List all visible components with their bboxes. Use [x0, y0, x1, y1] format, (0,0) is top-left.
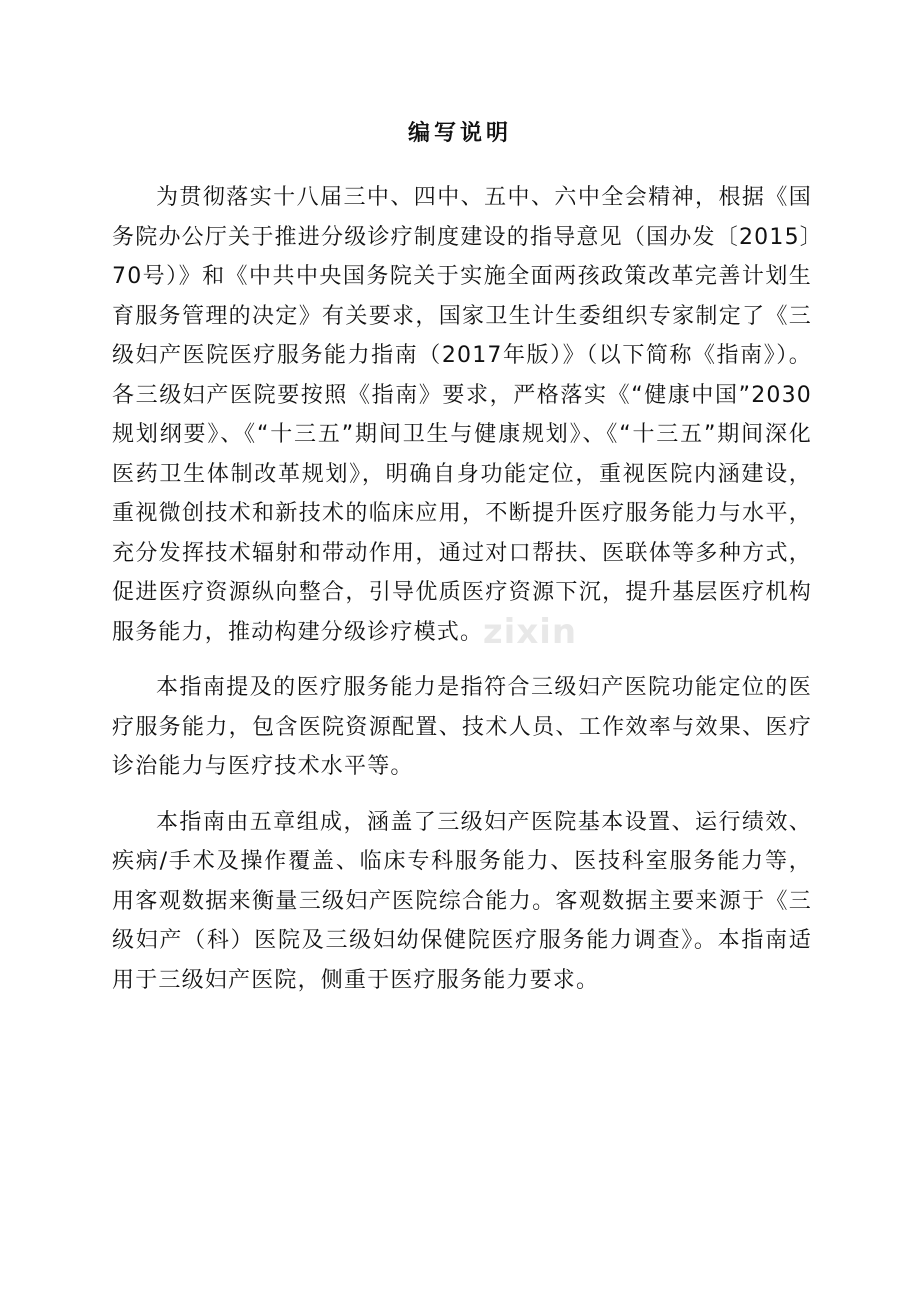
paragraph-3: 本指南由五章组成，涵盖了三级妇产医院基本设置、运行绩效、疾病/手术及操作覆盖、临床专科服务能力、医技科室服务能力等，用客观数据来衡量三级妇产医院综合能力。客观数据主要来源于《三级妇产（科）医院及三级妇幼保健院医疗服务能力调查》。本指南适用于三级妇产医院，侧重于医疗服务能力要求。: [112, 809, 812, 993]
document-body: [112, 178, 812, 1000]
paragraph-2: 本指南提及的医疗服务能力是指符合三级妇产医院功能定位的医疗服务能力，包含医院资源配置、技术人员、工作效率与效果、医疗诊治能力与医疗技术水平等。: [112, 675, 812, 779]
paragraph-1: 为贯彻落实十八届三中、四中、五中、六中全会精神，根据《国务院办公厅关于推进分级诊疗制度建设的指导意见（国办发〔2015〕70号）》和《中共中央国务院关于实施全面两孩政策改革完善计划生育服务管理的决定》有关要求，国家卫生计生委组织专家制定了《三级妇产医院医疗服务能力指南（2017年版）》（以下简称《指南》）。各三级妇产医院要按照《指南》要求，严格落实《“健康中国”2030规划纲要》、《“十三五”期间卫生与健康规划》、《“十三五”期间深化医药卫生体制改革规划》，明确自身功能定位，重视医院内涵建设，重视微创技术和新技术的临床应用，不断提升医疗服务能力与水平，充分发挥技术辐射和带动作用，通过对口帮扶、医联体等多种方式，促进医疗资源纵向整合，引导优质医疗资源下沉，提升基层医疗机构服务能力，推动构建分级诊疗模式。: [112, 185, 812, 645]
document-title: 编写说明: [407, 121, 512, 146]
watermark: zixin: [482, 612, 578, 652]
